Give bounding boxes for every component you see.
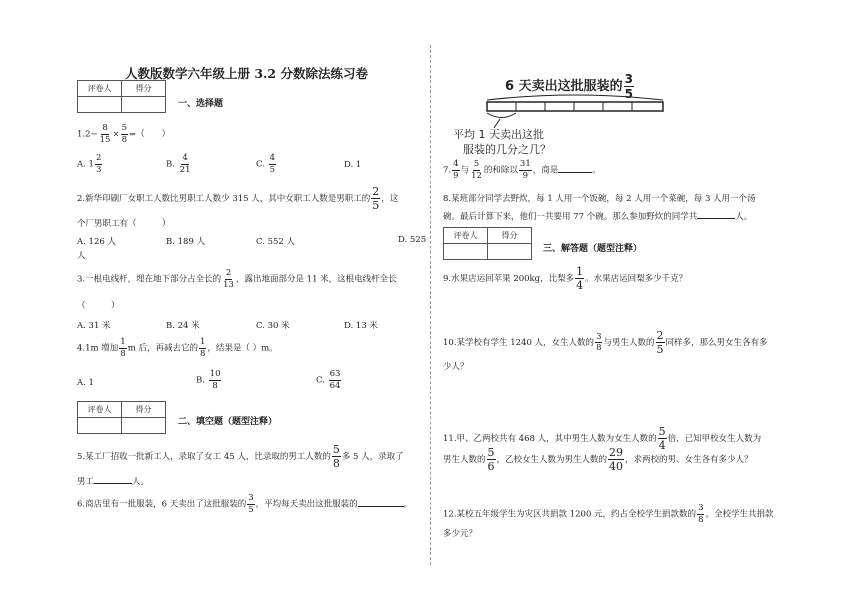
option-b[interactable]: B. 24 米	[166, 321, 200, 331]
option-a[interactable]: A. 31 米	[77, 321, 111, 331]
option-b[interactable]: B. $\frac{10}{8}$	[196, 369, 221, 391]
question-3-line2: （ ）	[77, 301, 120, 311]
page-title: 人教版数学六年级上册 3.2 分数除法练习卷	[125, 66, 368, 81]
option-d[interactable]: D. 13 米	[344, 321, 378, 331]
score-cell[interactable]	[488, 244, 532, 260]
question-6: 6.商店里有一批服装，6 天卖出了这批服装的 $\frac{3}{5}$ ，平均每天卖出这批服装的 。	[77, 493, 413, 515]
option-d[interactable]: D. 525	[398, 235, 427, 245]
question-5: 5.某工厂招收一批新工人，录取了女工 45 人，比录取的男工人数的 $\frac{5}{8}$ 多 5 人，录取了	[77, 443, 404, 470]
score-header-score: 得分	[122, 402, 166, 418]
score-table	[77, 80, 166, 113]
option-b[interactable]: B. $\frac{4}{21}$	[166, 153, 191, 175]
question-1: 1.2− $\frac{8}{15}$ × $\frac{5}{8}$ =（ ）	[77, 123, 171, 145]
option-a[interactable]: A. 1	[77, 378, 94, 388]
option-c[interactable]: C. 552 人	[256, 237, 296, 247]
score-table	[443, 227, 532, 260]
option-d[interactable]: D. 1	[344, 160, 362, 170]
score-header-grader: 评卷人	[78, 81, 122, 97]
option-a[interactable]: A. 126 人	[77, 237, 116, 247]
question-3: 3.一根电线杆，埋在地下部分占全长的 $\frac{2}{13}$ ，露出地面部分是 11 米，这根电线杆全长	[77, 268, 397, 290]
answer-blank[interactable]	[558, 164, 592, 173]
score-cell[interactable]	[78, 418, 122, 434]
question-12-line2: 多少元？	[443, 529, 478, 539]
question-10: 10.某学校有学生 1240 人，女生人数的 $\frac{3}{8}$ 与男生人数的 $\frac{2}{5}$ 同样多，那么男女生各有多	[443, 329, 768, 356]
answer-blank[interactable]	[697, 210, 735, 219]
answer-blank[interactable]	[94, 475, 132, 484]
diagram-question-line2: 服装的几分之几？	[463, 143, 551, 156]
answer-blank[interactable]	[358, 498, 404, 507]
option-d-unit: 人	[77, 251, 86, 261]
question-5-line2: 男工 人。	[77, 477, 150, 487]
diagram-top-label: 6 天卖出这批服装的 $\frac{3}{5}$	[505, 72, 633, 101]
option-b[interactable]: B. 189 人	[166, 237, 206, 247]
score-header-score: 得分	[488, 228, 532, 244]
score-header-grader: 评卷人	[78, 402, 122, 418]
section-heading-fill: 二、填空题（题型注释）	[178, 417, 278, 427]
option-c[interactable]: C. $\frac{63}{64}$	[316, 369, 341, 391]
question-10-line2: 少人？	[443, 362, 469, 372]
question-9: 9.水果店运回苹果 200kg，比梨多 $\frac{1}{4}$ 。水果店运回梨多少千克？	[443, 265, 688, 292]
score-cell[interactable]	[122, 97, 166, 113]
question-7: 7. $\frac{4}{9}$ 与 $\frac{5}{12}$ 的和除以 $\frac{31}{9}$ ，商是 。	[443, 159, 601, 181]
option-a[interactable]: A. 1 $\frac{2}{3}$	[77, 153, 102, 175]
column-divider	[430, 45, 431, 565]
question-11: 11.甲、乙两校共有 468 人，其中男生人数为女生人数的 $\frac{5}{4}$ 倍，已知甲校女生人数为	[443, 425, 762, 452]
question-8: 8.某班部分同学去野炊，每 1 人用一个饭碗，每 2 人用一个菜碗，每 3 人用一个汤	[443, 194, 756, 204]
question-8-line2: 碗。最后计算下来，他们一共要用 77 个碗。那么参加野炊的同学共 人。	[443, 212, 753, 222]
score-table	[77, 401, 166, 434]
option-c[interactable]: C. 30 米	[256, 321, 290, 331]
score-header-score: 得分	[122, 81, 166, 97]
question-2-line2: 个厂男职工有（ ）	[77, 219, 171, 229]
question-2: 2.新华印刷厂女职工人数比男职工人数少 315 人，其中女职工人数是男职工的 $\frac{2}{5}$ ，这	[77, 185, 399, 212]
option-c[interactable]: C. $\frac{4}{5}$	[256, 153, 276, 175]
section-heading-answer: 三、解答题（题型注释）	[543, 244, 643, 254]
score-header-grader: 评卷人	[444, 228, 488, 244]
score-cell[interactable]	[122, 418, 166, 434]
section-heading-choice: 一、选择题	[178, 99, 224, 109]
question-4: 4.1m 增加 $\frac{1}{8}$ m 后，再减去它的 $\frac{1}{8}$ ，结果是（ ）m。	[77, 337, 278, 359]
question-11-line2: 男生人数的 $\frac{5}{6}$ ，乙校女生人数为男生人数的 $\frac{29}{40}$ ，求两校的男、女生各有多少人？	[443, 446, 753, 473]
question-12: 12.某校五年级学生为灾区共捐款 1200 元，约占全校学生捐款数的 $\frac{3}{8}$ 。全校学生共捐款	[443, 503, 774, 525]
score-cell[interactable]	[78, 97, 122, 113]
diagram-question-line1: 平均 1 天卖出这批	[453, 128, 544, 141]
score-cell[interactable]	[444, 244, 488, 260]
